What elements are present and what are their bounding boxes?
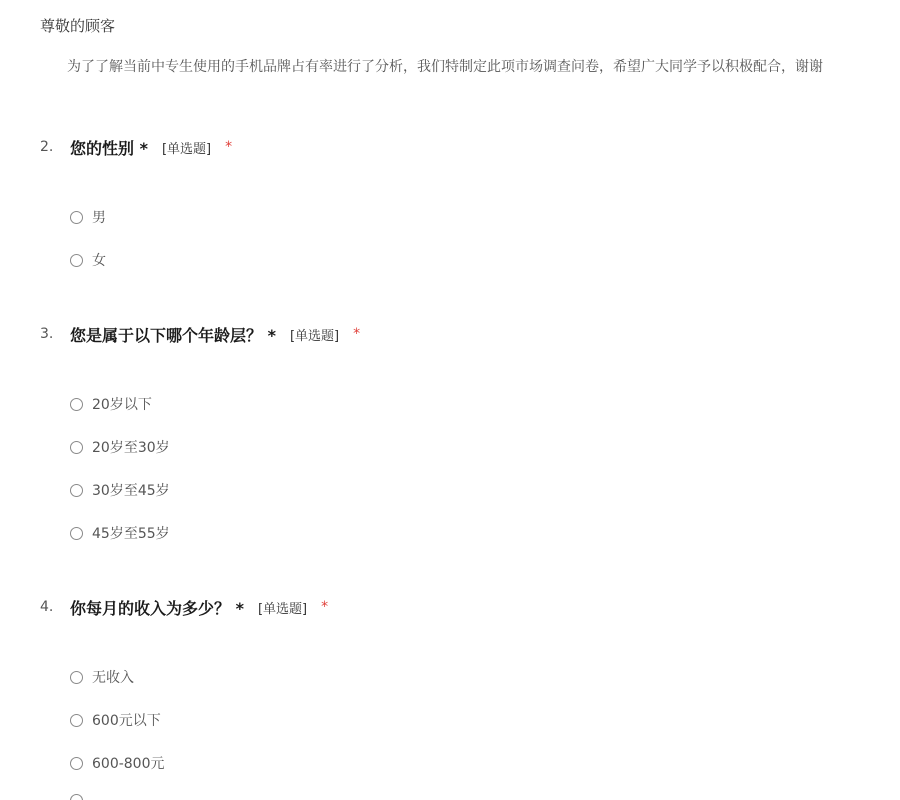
required-marker: * <box>225 139 233 155</box>
option-radio[interactable] <box>70 709 161 731</box>
question-monthly-income <box>40 595 328 619</box>
intro-text: 为了了解当前中专生使用的手机品牌占有率进行了分析，我们特制定此项市场调查问卷，希望广大同学予以积极配合，谢谢 <box>67 59 823 75</box>
question-number: 4. <box>40 599 54 615</box>
radio-circle-icon[interactable] <box>70 794 83 800</box>
option-radio[interactable] <box>70 393 152 415</box>
option-label: 女 <box>92 253 106 269</box>
radio-circle-icon[interactable] <box>70 527 83 540</box>
option-radio[interactable] <box>70 436 170 458</box>
radio-circle-icon[interactable] <box>70 211 83 224</box>
option-label: 20岁至30岁 <box>92 440 170 456</box>
radio-circle-icon[interactable] <box>70 671 83 684</box>
greeting-text: 尊敬的顾客 <box>40 17 116 35</box>
question-title: 您是属于以下哪个年龄层？ * <box>70 325 276 345</box>
option-radio[interactable] <box>70 752 165 774</box>
option-radio-partial[interactable] <box>70 789 83 800</box>
radio-circle-icon[interactable] <box>70 484 83 497</box>
option-radio[interactable] <box>70 249 106 271</box>
radio-circle-icon[interactable] <box>70 714 83 727</box>
radio-circle-icon[interactable] <box>70 441 83 454</box>
question-type-badge: [单选题] <box>257 601 308 617</box>
option-label: 30岁至45岁 <box>92 483 170 499</box>
question-type-badge: [单选题] <box>289 328 340 344</box>
option-label: 男 <box>92 210 106 226</box>
option-label: 无收入 <box>92 670 134 686</box>
option-radio[interactable] <box>70 666 134 688</box>
required-marker: * <box>353 326 361 342</box>
question-title: 你每月的收入为多少？ * <box>70 598 244 618</box>
radio-circle-icon[interactable] <box>70 254 83 267</box>
question-number: 3. <box>40 326 54 342</box>
option-radio[interactable] <box>70 522 170 544</box>
option-label: 20岁以下 <box>92 397 152 413</box>
question-age-group <box>40 322 360 346</box>
required-marker: * <box>321 599 329 615</box>
radio-circle-icon[interactable] <box>70 398 83 411</box>
option-radio[interactable] <box>70 479 170 501</box>
option-label: 600-800元 <box>92 756 165 772</box>
radio-circle-icon[interactable] <box>70 757 83 770</box>
option-label: 600元以下 <box>92 713 161 729</box>
question-type-badge: [单选题] <box>161 141 212 157</box>
question-gender <box>40 135 232 159</box>
question-number: 2. <box>40 139 54 155</box>
option-radio[interactable] <box>70 206 106 228</box>
question-title: 您的性别 * <box>70 138 148 158</box>
option-label: 45岁至55岁 <box>92 526 170 542</box>
